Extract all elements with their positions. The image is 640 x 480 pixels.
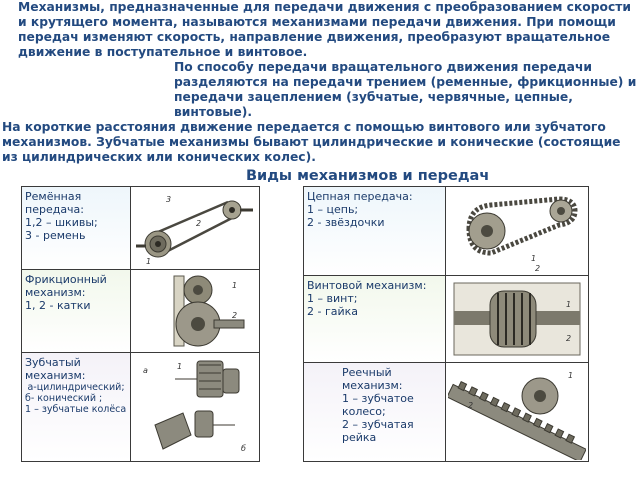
intro-paragraph-1: Механизмы, предназначенные для передачи движения с преобразованием скорости и крутящего момента, называются механизмами передачи движения. При помощи передач изменяют скорость, направление движения, преобразуют вращательное движение в поступательное и винтовое. [18, 0, 632, 59]
belt-image-cell [130, 186, 260, 270]
belt-label-2: 2 [196, 219, 202, 228]
rack-line-1: 1 – зубчатое колесо; [342, 392, 414, 418]
screw-line-2: 2 - гайка [307, 305, 359, 318]
belt-line-1: 1,2 – шкивы; [25, 216, 98, 229]
belt-title: Ремённая передача: [25, 190, 85, 216]
gear-mechanism-illustration [135, 355, 255, 459]
gear-line-2: б- конический ; [25, 393, 103, 404]
gear-title: Зубчатый механизм: [25, 356, 86, 382]
chain-line-2: 2 - звёздочки [307, 216, 385, 229]
screw-image-cell [445, 275, 589, 363]
friction-title: Фрикционный механизм: [25, 273, 107, 299]
chain-drive-illustration [449, 189, 585, 273]
screw-label-1: 1 [566, 300, 572, 309]
gear-label-a: а [143, 366, 148, 375]
belt-label-1: 1 [146, 257, 152, 266]
friction-label-2: 2 [232, 311, 238, 320]
gear-line-3: 1 – зубчатые колёса [25, 404, 127, 415]
chain-title: Цепная передача: [307, 190, 413, 203]
chain-text-cell [303, 186, 446, 276]
belt-line-2: 3 - ремень [25, 229, 86, 242]
chain-line-1: 1 – цепь; [307, 203, 359, 216]
gear-image-cell [130, 352, 260, 462]
rack-label-2: 2 [468, 401, 474, 410]
rack-title: Реечный механизм: [342, 366, 403, 392]
chain-label-1: 1 [531, 254, 537, 263]
intro-paragraph-2: По способу передачи вращательного движения передачи разделяются на передачи трением (ременные, фрикционные) и передачи зацеплением (зубчатые, червячные, цепные, винтовые). [174, 60, 637, 119]
screw-line-1: 1 – винт; [307, 292, 358, 305]
screw-label-2: 2 [566, 334, 572, 343]
belt-text-cell [21, 186, 131, 270]
chain-image-cell [445, 186, 589, 276]
rack-label-1: 1 [568, 371, 574, 380]
gear-label-1: 1 [177, 362, 183, 371]
chain-label-2: 2 [535, 264, 541, 273]
belt-drive-illustration [136, 190, 254, 266]
friction-text-cell [21, 269, 131, 353]
intro-paragraph-3: На короткие расстояния движение передается с помощью винтового или зубчатого механизмов. Зубчатые механизмы бывают цилиндрические и конические (состоящие из цилиндрических или конических колес). [2, 120, 621, 164]
friction-line-1: 1, 2 - катки [25, 299, 91, 312]
gear-text-cell [21, 352, 131, 462]
rack-pinion-illustration [448, 364, 586, 460]
belt-label-3: 3 [166, 195, 172, 204]
gear-label-b: б [241, 444, 246, 453]
section-title: Виды механизмов и передач [246, 168, 490, 184]
friction-label-1: 1 [232, 281, 238, 290]
screw-mechanism-illustration [448, 277, 586, 361]
rack-text-cell [303, 362, 446, 462]
rack-line-2: 2 – зубчатая рейка [342, 418, 414, 444]
screw-title: Винтовой механизм: [307, 279, 427, 292]
screw-text-cell [303, 275, 446, 363]
intro-text [2, 0, 638, 165]
gear-line-1: а-цилиндрический; [27, 382, 125, 393]
rack-image-cell [445, 362, 589, 462]
friction-image-cell [130, 269, 260, 353]
friction-drive-illustration [140, 272, 250, 350]
